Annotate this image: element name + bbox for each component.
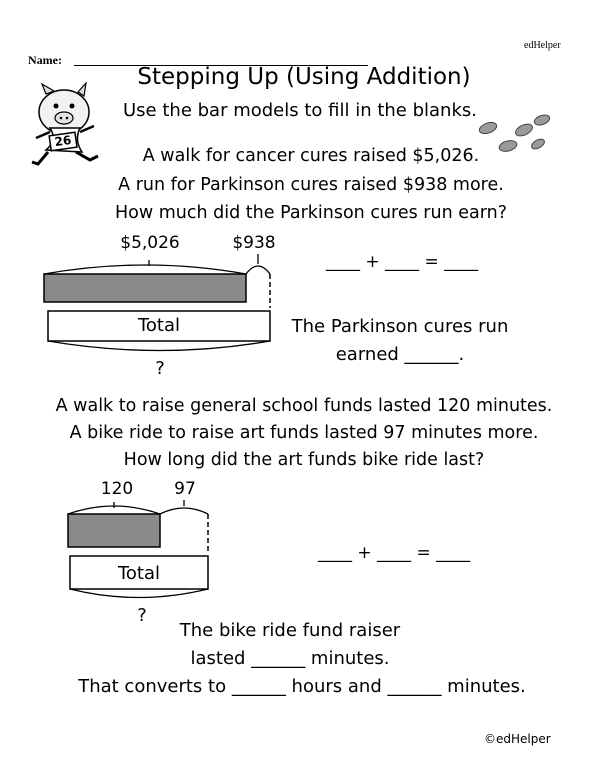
problem2-line2: A bike ride to raise art funds lasted 97 minutes more. xyxy=(69,423,539,443)
problem1-line1: A walk for cancer cures raised $5,026. xyxy=(142,146,480,166)
answer1-line1: The Parkinson cures run xyxy=(291,316,509,337)
answer2-line2[interactable]: lasted ______ minutes. xyxy=(190,648,390,669)
bar-label-b: 97 xyxy=(174,479,196,499)
problem2-line1: A walk to raise general school funds lasted 120 minutes. xyxy=(55,396,553,416)
total-label: Total xyxy=(117,563,161,584)
bar-label-a: $5,026 xyxy=(120,233,180,253)
problem2-line3: How long did the art funds bike ride last? xyxy=(123,450,485,470)
unknown-mark: ? xyxy=(155,358,165,379)
brand-mark: edHelper xyxy=(524,40,561,51)
bib-number: 26 xyxy=(53,132,73,150)
worksheet-title: Stepping Up (Using Addition) xyxy=(137,64,471,90)
bar-known-a xyxy=(44,274,246,302)
copyright: ©edHelper xyxy=(484,732,551,746)
bar-label-b: $938 xyxy=(232,233,276,253)
problem1-line2: A run for Parkinson cures raised $938 more. xyxy=(118,175,504,195)
equation-2[interactable]: ____ + ____ = ____ xyxy=(318,543,471,563)
unknown-mark: ? xyxy=(137,605,147,626)
answer1-line2[interactable]: earned ______. xyxy=(335,344,465,365)
bar-model-2 xyxy=(62,498,218,616)
bar-label-a: 120 xyxy=(100,479,134,499)
total-label: Total xyxy=(137,315,181,336)
name-label: Name: xyxy=(28,53,62,67)
convert-line[interactable]: That converts to ______ hours and ______ minutes. xyxy=(78,676,526,697)
equation-1[interactable]: ____ + ____ = ____ xyxy=(326,252,479,272)
bar-known-a xyxy=(68,514,160,547)
instructions: Use the bar models to fill in the blanks. xyxy=(123,100,477,121)
answer2-line1: The bike ride fund raiser xyxy=(179,620,401,641)
problem1-line3: How much did the Parkinson cures run earn? xyxy=(115,203,507,223)
